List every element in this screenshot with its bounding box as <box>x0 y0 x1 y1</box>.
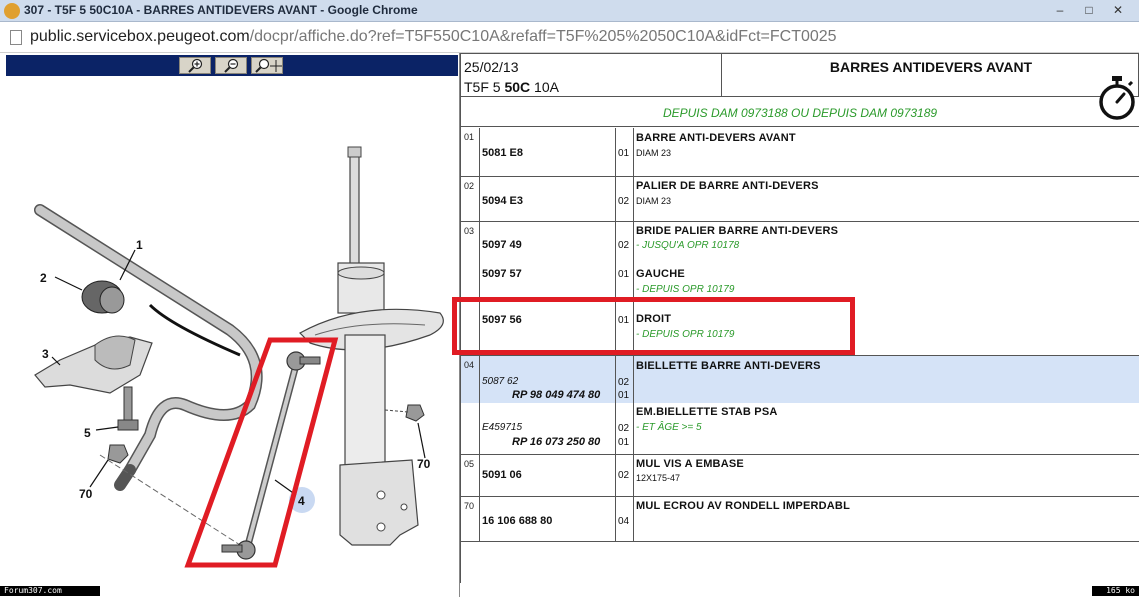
table-row[interactable] <box>461 222 1139 356</box>
doc-reference <box>464 79 559 95</box>
ref-bold: 50C <box>504 79 531 95</box>
part-sub: DIAM 23 <box>636 148 672 158</box>
zoom-in-icon <box>180 58 210 73</box>
parts-diagram <box>0 75 460 575</box>
part-ref[interactable]: 5091 06 <box>482 469 522 481</box>
applicability-note: - ET ÂGE >= 5 <box>636 422 702 433</box>
callout-70-left: 70 <box>79 487 93 501</box>
part-qty: 02 <box>618 240 630 251</box>
part-label: GAUCHE <box>636 268 685 280</box>
page-icon <box>10 30 22 45</box>
part-qty: 02 <box>618 423 630 434</box>
part-rp-ref[interactable]: RP 98 049 474 80 <box>512 389 601 401</box>
part-ref[interactable]: 5087 62 <box>482 376 519 387</box>
part-label: MUL VIS A EMBASE <box>636 458 744 470</box>
url-path: /docpr/affiche.do?ref=T5F550C10A&refaff=T5F%205%2050C10A&idFct=FCT0025 <box>249 28 837 45</box>
part-qty: 02 <box>618 196 630 207</box>
part-label: BRIDE PALIER BARRE ANTI-DEVERS <box>636 225 839 237</box>
window-titlebar <box>0 0 1139 22</box>
part-ref[interactable]: 5094 E3 <box>482 195 523 207</box>
part-label: BIELLETTE BARRE ANTI-DEVERS <box>636 360 821 372</box>
part-sub: DIAM 23 <box>636 196 672 206</box>
maximize-button[interactable]: □ <box>1085 3 1093 17</box>
ref-prefix: T5F 5 <box>464 79 505 95</box>
page-title: BARRES ANTIDEVERS AVANT <box>829 59 1033 75</box>
diagram-toolbar <box>6 55 458 76</box>
zoom-in-button[interactable] <box>179 57 211 74</box>
doc-date: 25/02/13 <box>464 59 519 75</box>
part-qty: 02 <box>618 470 630 481</box>
part-label: DROIT <box>636 313 672 325</box>
applicability-note: - DEPUIS OPR 10179 <box>636 284 735 295</box>
table-row[interactable] <box>461 455 1139 497</box>
table-row[interactable] <box>461 177 1139 222</box>
row-number: 04 <box>464 360 475 370</box>
window-title: 307 - T5F 5 50C10A - BARRES ANTIDEVERS AVANT - Google Chrome <box>24 3 418 17</box>
part-qty: 01 <box>618 148 630 159</box>
row-number: 05 <box>464 459 475 469</box>
footer-watermark: Forum307.com <box>0 586 100 596</box>
callout-2: 2 <box>40 271 47 285</box>
part-rp-ref[interactable]: RP 16 073 250 80 <box>512 436 601 448</box>
part-ref[interactable]: 5097 49 <box>482 239 522 251</box>
doc-header-left <box>461 53 722 97</box>
part-label: BARRE ANTI-DEVERS AVANT <box>636 132 796 144</box>
part-ref[interactable]: 5097 56 <box>482 314 522 326</box>
part-label: MUL ECROU AV RONDELL IMPERDABL <box>636 500 850 512</box>
row-number: 03 <box>464 226 475 236</box>
part-ref[interactable]: E459715 <box>482 422 523 433</box>
part-sub: 12X175-47 <box>636 473 681 483</box>
callout-1: 1 <box>136 238 143 252</box>
callout-5: 5 <box>84 426 91 440</box>
doc-header-right <box>721 53 1139 97</box>
row-number: 70 <box>464 501 475 511</box>
callout-4: 4 <box>298 494 305 508</box>
zoom-out-icon <box>216 58 246 73</box>
zoom-move-icon <box>252 58 282 73</box>
zoom-move-button[interactable] <box>251 57 283 74</box>
applicability-notice: DEPUIS DAM 0973188 OU DEPUIS DAM 0973189 <box>461 97 1139 127</box>
table-row[interactable] <box>461 356 1139 455</box>
part-qty: 01 <box>618 315 630 326</box>
part-label: EM.BIELLETTE STAB PSA <box>636 406 778 418</box>
parts-table <box>460 53 1139 583</box>
part-qty: 04 <box>618 516 630 527</box>
part-ref[interactable]: 5097 57 <box>482 268 522 280</box>
ref-suffix: 10A <box>530 79 559 95</box>
page-content <box>0 53 1139 597</box>
row-number: 01 <box>464 132 475 142</box>
part-qty: 02 <box>618 377 630 388</box>
part-qty: 01 <box>618 437 630 448</box>
chrome-icon <box>4 3 20 19</box>
row-number: 02 <box>464 181 475 191</box>
table-row[interactable] <box>461 128 1139 177</box>
applicability-note: - JUSQU'A OPR 10178 <box>636 240 740 251</box>
minimize-button[interactable]: – <box>1056 3 1064 17</box>
address-bar[interactable] <box>0 22 1139 53</box>
footer-size: 165 ko <box>1092 586 1139 596</box>
diagram-pane <box>0 53 460 597</box>
part-qty: 01 <box>618 269 630 280</box>
url-text[interactable] <box>30 28 837 46</box>
callout-70-right: 70 <box>417 457 431 471</box>
applicability-note: - DEPUIS OPR 10179 <box>636 329 735 340</box>
part-ref[interactable]: 5081 E8 <box>482 147 523 159</box>
part-qty: 01 <box>618 390 630 401</box>
close-button[interactable]: ✕ <box>1112 3 1124 17</box>
part-label: PALIER DE BARRE ANTI-DEVERS <box>636 180 819 192</box>
url-host: public.servicebox.peugeot.com <box>30 28 250 45</box>
table-left-border <box>460 53 461 583</box>
callout-3: 3 <box>42 347 49 361</box>
part-ref[interactable]: 16 106 688 80 <box>482 515 553 527</box>
table-row[interactable] <box>461 497 1139 542</box>
stopwatch-icon[interactable] <box>1097 74 1137 122</box>
zoom-out-button[interactable] <box>215 57 247 74</box>
